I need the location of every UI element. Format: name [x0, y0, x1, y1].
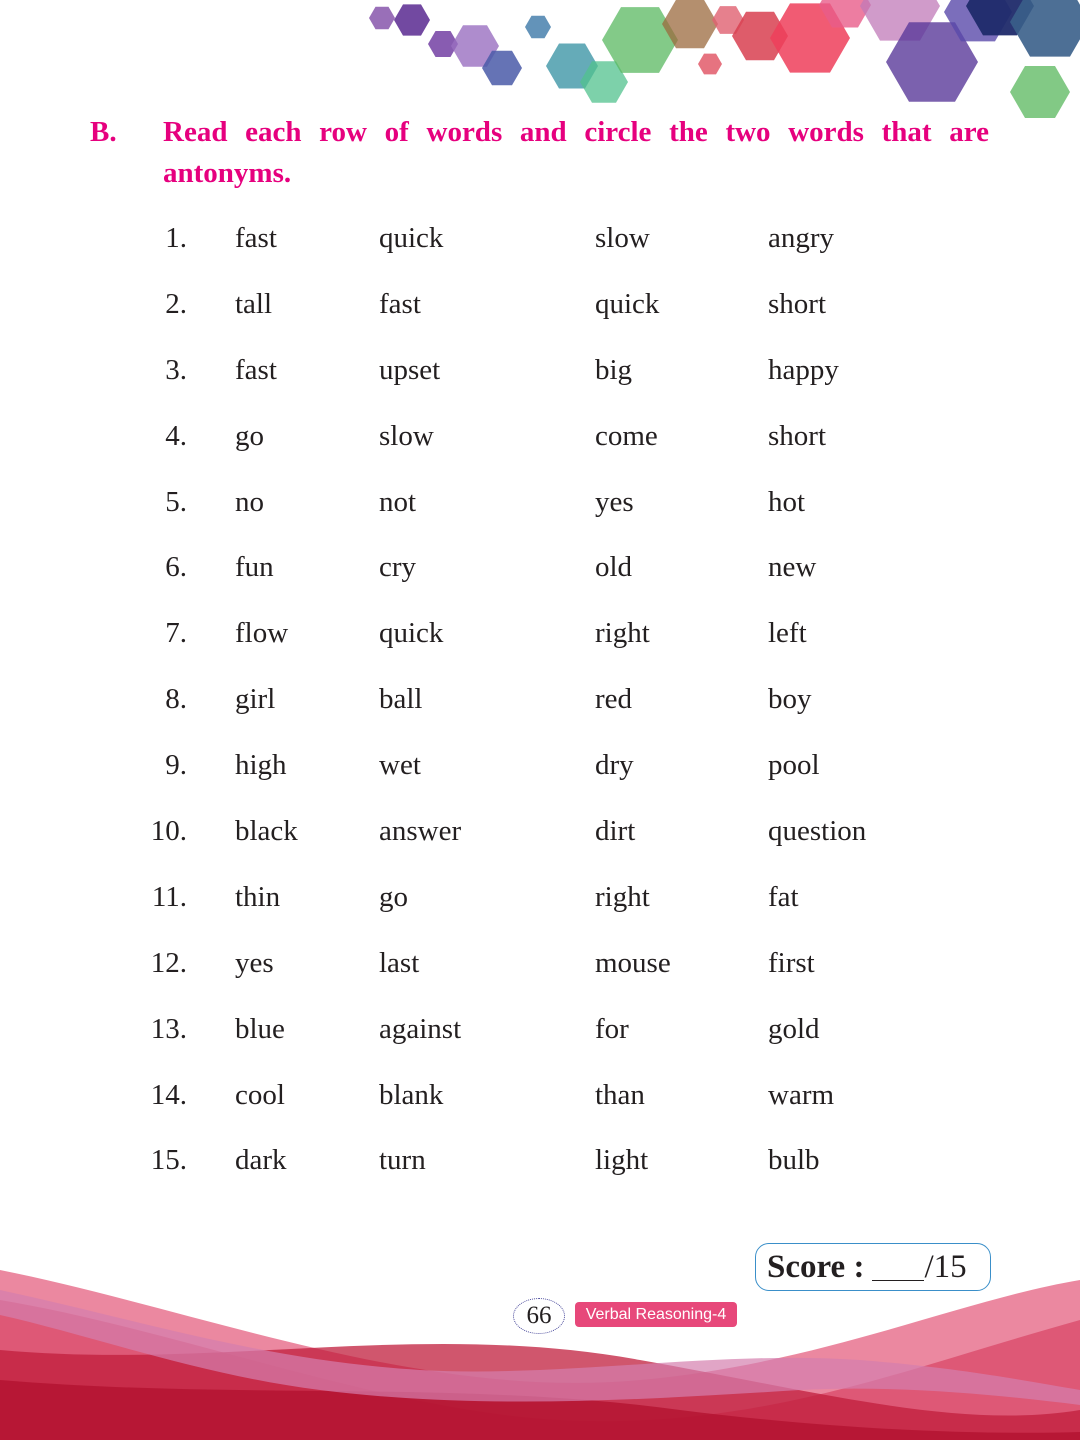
section-letter: B.: [90, 116, 117, 148]
row-number: 8.: [165, 683, 187, 716]
word-option[interactable]: mouse: [595, 946, 671, 979]
word-option[interactable]: gold: [768, 1012, 820, 1045]
word-option[interactable]: fast: [235, 353, 277, 386]
row-number: 3.: [165, 353, 187, 386]
table-row: [0, 745, 1080, 811]
score-label: Score :: [767, 1249, 865, 1285]
word-option[interactable]: fun: [235, 551, 274, 584]
table-row: [0, 218, 1080, 284]
word-option[interactable]: warm: [768, 1078, 835, 1111]
word-option[interactable]: first: [768, 946, 815, 979]
word-option[interactable]: pool: [768, 749, 820, 782]
table-row: [0, 613, 1080, 679]
word-option[interactable]: blue: [235, 1012, 285, 1045]
word-option[interactable]: boy: [768, 683, 812, 716]
word-option[interactable]: red: [595, 683, 633, 716]
word-option[interactable]: turn: [379, 1144, 426, 1177]
row-number: 10.: [150, 815, 187, 848]
word-option[interactable]: fast: [379, 287, 421, 320]
table-row: [0, 547, 1080, 613]
word-option[interactable]: question: [768, 815, 867, 848]
row-number: 2.: [165, 287, 187, 320]
table-row: [0, 350, 1080, 416]
hexagon-decoration-icon: [0, 0, 1080, 130]
word-option[interactable]: not: [379, 485, 417, 518]
word-option[interactable]: slow: [595, 222, 650, 254]
word-option[interactable]: fast: [235, 222, 277, 254]
word-option[interactable]: tall: [235, 287, 273, 320]
table-row: [0, 877, 1080, 943]
score-blank[interactable]: [872, 1250, 924, 1281]
word-option[interactable]: go: [379, 880, 408, 913]
word-option[interactable]: left: [768, 617, 807, 650]
word-option[interactable]: bulb: [768, 1144, 820, 1177]
row-number: 13.: [150, 1012, 187, 1045]
word-option[interactable]: old: [595, 551, 633, 584]
row-number: 14.: [150, 1078, 187, 1111]
word-option[interactable]: for: [595, 1012, 629, 1045]
word-option[interactable]: black: [235, 815, 298, 848]
word-option[interactable]: cool: [235, 1078, 285, 1111]
table-row: [0, 943, 1080, 1009]
table-row: [0, 1009, 1080, 1075]
row-number: 11.: [151, 880, 187, 913]
word-option[interactable]: ball: [379, 683, 423, 716]
table-row: [0, 1140, 1080, 1206]
table-row: [0, 679, 1080, 745]
word-option[interactable]: dry: [595, 749, 634, 782]
table-row: [0, 1075, 1080, 1141]
word-option[interactable]: high: [235, 749, 287, 782]
row-number: 4.: [165, 419, 187, 452]
word-option[interactable]: new: [768, 551, 817, 584]
row-number: 15.: [150, 1144, 187, 1177]
word-option[interactable]: hot: [768, 485, 806, 518]
word-option[interactable]: upset: [379, 353, 441, 386]
table-row: [0, 416, 1080, 482]
book-title: Verbal Reasoning-4: [575, 1302, 737, 1327]
word-option[interactable]: quick: [379, 617, 444, 650]
word-table: [0, 218, 1080, 1206]
word-option[interactable]: fat: [768, 880, 799, 913]
word-option[interactable]: than: [595, 1078, 645, 1111]
word-option[interactable]: quick: [595, 287, 660, 320]
word-option[interactable]: blank: [379, 1078, 444, 1111]
row-number: 7.: [165, 617, 187, 650]
word-option[interactable]: short: [768, 287, 826, 320]
row-number: 1.: [165, 222, 187, 254]
word-option[interactable]: yes: [595, 485, 634, 518]
score-box: [755, 1243, 991, 1291]
word-option[interactable]: against: [379, 1012, 462, 1045]
word-option[interactable]: yes: [235, 946, 274, 979]
score-total: /15: [924, 1249, 967, 1285]
word-option[interactable]: big: [595, 353, 633, 386]
row-number: 5.: [165, 485, 187, 518]
word-option[interactable]: girl: [235, 683, 276, 716]
word-option[interactable]: wet: [379, 749, 421, 782]
word-option[interactable]: right: [595, 880, 650, 913]
table-row: [0, 811, 1080, 877]
word-option[interactable]: right: [595, 617, 650, 650]
word-option[interactable]: thin: [235, 880, 281, 913]
page-number: 66: [513, 1298, 565, 1334]
word-option[interactable]: dirt: [595, 815, 636, 848]
row-number: 9.: [165, 749, 187, 782]
word-option[interactable]: come: [595, 419, 658, 452]
word-option[interactable]: light: [595, 1144, 649, 1177]
row-number: 6.: [165, 551, 187, 584]
word-option[interactable]: last: [379, 946, 420, 979]
word-option[interactable]: short: [768, 419, 826, 452]
word-option[interactable]: slow: [379, 419, 434, 452]
word-option[interactable]: no: [235, 485, 264, 518]
row-number: 12.: [150, 946, 187, 979]
word-option[interactable]: flow: [235, 617, 289, 650]
table-row: [0, 284, 1080, 350]
word-option[interactable]: quick: [379, 222, 444, 254]
word-option[interactable]: answer: [379, 815, 462, 848]
table-row: [0, 482, 1080, 548]
word-option[interactable]: cry: [379, 551, 417, 584]
word-option[interactable]: happy: [768, 353, 839, 386]
word-option[interactable]: dark: [235, 1144, 287, 1177]
section-instruction: Read each row of words and circle the two words that are antonyms.: [163, 116, 989, 189]
word-option[interactable]: angry: [768, 222, 835, 254]
word-option[interactable]: go: [235, 419, 264, 452]
